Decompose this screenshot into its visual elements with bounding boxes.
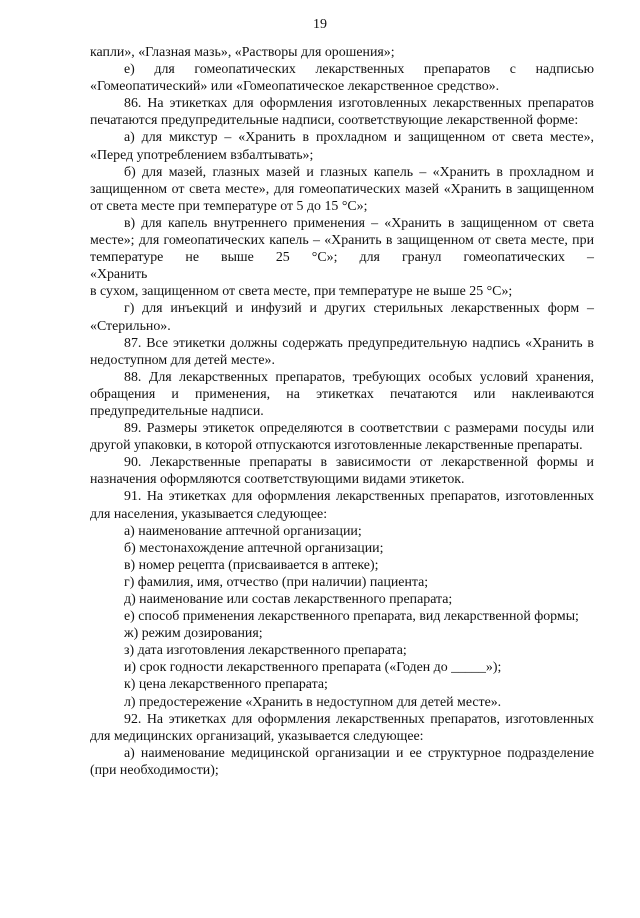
- paragraph: 86. На этикетках для оформления изготовленных лекарственных препаратов печатаются предупредительные надписи, соответствующие лекарственной форме:: [90, 96, 594, 129]
- paragraph: «Гомеопатический» или «Гомеопатическое лекарственное средство».: [90, 79, 500, 95]
- paragraph: 91. На этикетках для оформления лекарственных препаратов, изготовленных для населения, указывается следующее:: [90, 489, 594, 522]
- paragraph: 92. На этикетках для оформления лекарственных препаратов, изготовленных для медицинских организаций, указывается следующее:: [90, 711, 594, 744]
- paragraph: а) наименование аптечной организации;: [124, 523, 362, 539]
- paragraph: в) номер рецепта (присваивается в аптеке);: [124, 557, 379, 573]
- paragraph: а) для микстур – «Хранить в прохладном и защищенном от света месте», «Перед употреблением взбалтывать»;: [90, 130, 594, 163]
- paragraph: е) способ применения лекарственного препарата, вид лекарственной формы;: [124, 609, 579, 625]
- paragraph: а) наименование медицинской организации и ее структурное подразделение (при необходимости);: [90, 745, 594, 778]
- paragraph: и) срок годности лекарственного препарата («Годен до _____»);: [124, 660, 502, 676]
- paragraph: 88. Для лекарственных препаратов, требующих особых условий хранения, обращения и применения, на этикетках печатаются или наклеиваются предупредительные надписи.: [90, 369, 594, 419]
- paragraph: б) местонахождение аптечной организации;: [124, 540, 384, 556]
- paragraph: к) цена лекарственного препарата;: [124, 677, 328, 693]
- page-number: 19: [313, 17, 327, 32]
- paragraph: 87. Все этикетки должны содержать предупредительную надпись «Хранить в недоступном для детей месте».: [90, 335, 594, 368]
- paragraph: г) для инъекций и инфузий и других стерильных лекарственных форм – «Стерильно».: [90, 301, 594, 334]
- document-body: [90, 44, 594, 779]
- paragraph: з) дата изготовления лекарственного препарата;: [124, 643, 407, 659]
- paragraph: 89. Размеры этикеток определяются в соответствии с размерами посуды или другой упаковки, в которой отпускаются изготовленные лекарственные препараты.: [90, 421, 594, 454]
- paragraph: д) наименование или состав лекарственного препарата;: [124, 592, 453, 607]
- paragraph: капли», «Глазная мазь», «Растворы для орошения»;: [90, 45, 395, 60]
- paragraph: г) фамилия, имя, отчество (при наличии) пациента;: [124, 574, 429, 590]
- paragraph: б) для мазей, глазных мазей и глазных капель – «Хранить в прохладном и защищенном от света месте», для гомеопатических мазей «Хранить в защищенном от света месте при температуре от 5 до 15 °C»;: [90, 164, 594, 214]
- paragraph: в сухом, защищенном от света месте, при температуре не выше 25 °C»;: [90, 284, 513, 300]
- paragraph: 90. Лекарственные препараты в зависимости от лекарственной формы и назначения оформляются соответствующими видами этикеток.: [90, 455, 594, 488]
- paragraph: л) предостережение «Хранить в недоступном для детей месте».: [124, 694, 502, 710]
- paragraph: «Хранить: [90, 267, 148, 283]
- paragraph: ж) режим дозирования;: [124, 626, 263, 642]
- paragraph: в) для капель внутреннего применения – «Хранить в защищенном от света месте»; для гомеопатических капель – «Хранить в защищенном от света месте, при температуре не выше 25 °C»; для гранул гомеопатических –: [90, 215, 594, 266]
- paragraph: е) для гомеопатических лекарственных препаратов с надписью: [124, 62, 594, 78]
